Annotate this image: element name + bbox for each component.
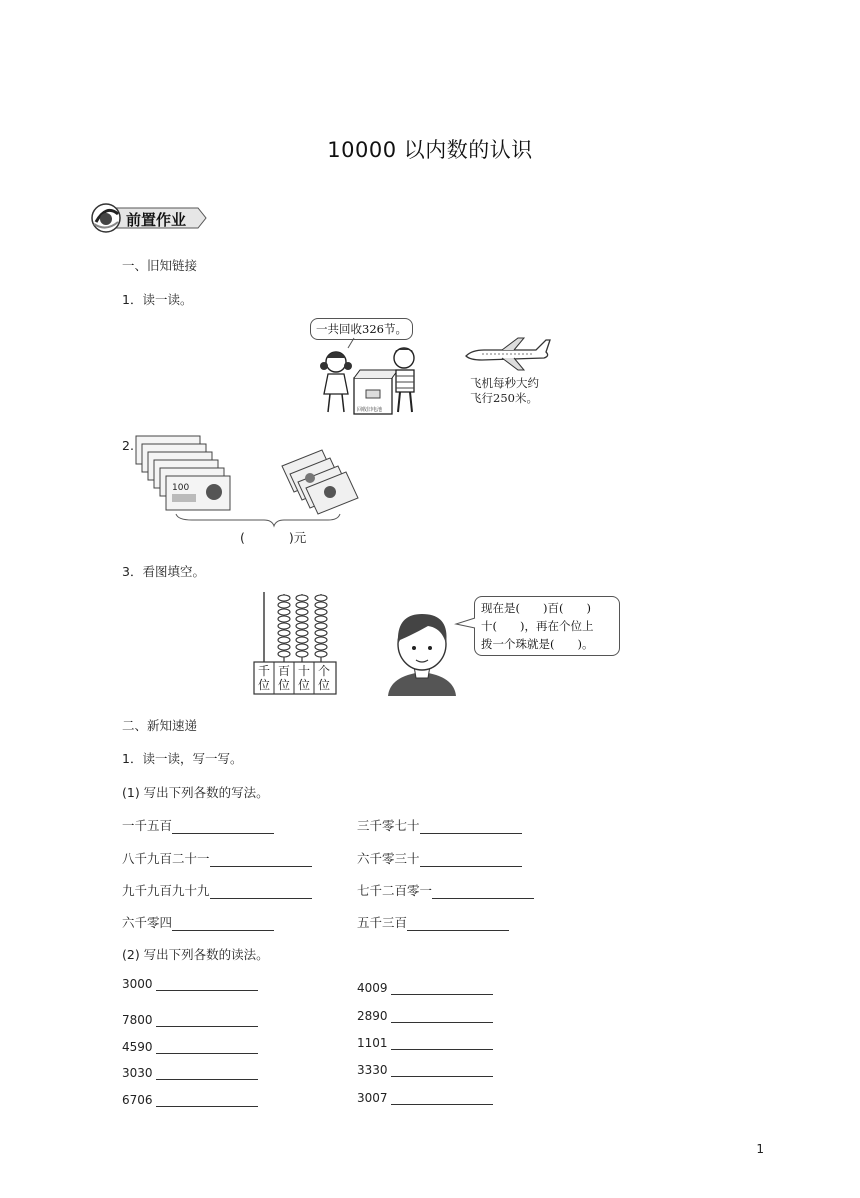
answer-blank[interactable] xyxy=(210,886,312,899)
read-item: 3030 xyxy=(122,1066,258,1080)
write-item: 八千九百二十一 xyxy=(122,849,312,867)
read-item: 2890 xyxy=(357,1009,493,1023)
banknotes-icon xyxy=(132,432,382,528)
plane-illustration xyxy=(462,336,554,416)
q2-answer-open: ( xyxy=(240,530,245,545)
speech-line-3: 拨一个珠就是( )。 xyxy=(481,637,594,651)
speech-line-1: 现在是( )百( ) xyxy=(481,601,591,615)
read-item: 3330 xyxy=(357,1063,493,1077)
answer-blank[interactable] xyxy=(172,918,274,931)
answer-blank[interactable] xyxy=(391,1010,493,1023)
place-hundreds: 百 位 xyxy=(277,664,290,692)
kids-recycling-illustration xyxy=(304,314,424,422)
page-number: 1 xyxy=(756,1142,764,1156)
answer-blank[interactable] xyxy=(156,1067,258,1080)
write-item: 六千零三十 xyxy=(357,849,522,867)
answer-blank[interactable] xyxy=(391,1064,493,1077)
write-item: 五千三百 xyxy=(357,913,509,931)
page-title: 10000 以内数的认识 xyxy=(327,138,533,162)
place-ones: 个 位 xyxy=(317,664,330,692)
read-item: 7800 xyxy=(122,1013,258,1027)
speech-bubble: 一共回收326节。 xyxy=(310,318,413,340)
read-item: 3007 xyxy=(357,1091,493,1105)
box-label: 回收旧电池 xyxy=(357,407,383,413)
q3-label: 3．看图填空。 xyxy=(122,564,205,579)
speech-line-2: 十( )，再在个位上 xyxy=(481,619,594,633)
part1-label: (1) 写出下列各数的写法。 xyxy=(122,785,269,800)
read-item: 4590 xyxy=(122,1040,258,1054)
answer-blank[interactable] xyxy=(391,982,493,995)
q1-label: 1．读一读。 xyxy=(122,292,193,307)
boy-speech-bubble xyxy=(474,596,620,656)
write-item: 六千零四 xyxy=(122,913,274,931)
read-item: 6706 xyxy=(122,1093,258,1107)
write-item: 一千五百 xyxy=(122,816,274,834)
svg-text:100: 100 xyxy=(172,483,190,493)
answer-blank[interactable] xyxy=(172,821,274,834)
answer-blank[interactable] xyxy=(156,1014,258,1027)
write-item: 七千二百零一 xyxy=(357,881,534,899)
write-item: 三千零七十 xyxy=(357,816,522,834)
answer-blank[interactable] xyxy=(391,1092,493,1105)
section1-heading: 一、旧知链接 xyxy=(122,258,198,273)
read-item: 3000 xyxy=(122,977,258,991)
answer-blank[interactable] xyxy=(210,854,312,867)
answer-blank[interactable] xyxy=(407,918,509,931)
plane-icon xyxy=(462,336,554,372)
answer-blank[interactable] xyxy=(156,1041,258,1054)
part2-label: (2) 写出下列各数的读法。 xyxy=(122,947,269,962)
plane-text-2: 飞行250米。 xyxy=(470,391,538,405)
boy-icon xyxy=(384,600,460,696)
answer-blank[interactable] xyxy=(156,978,258,991)
place-thousands: 千 位 xyxy=(257,664,270,692)
q2-answer xyxy=(240,528,306,546)
q2-answer-close: )元 xyxy=(288,530,307,545)
children-icon xyxy=(304,314,424,422)
speech-tail-icon xyxy=(454,616,476,630)
section2-q1-label: 1．读一读，写一写。 xyxy=(122,751,243,766)
badge-label: 前置作业 xyxy=(126,211,187,229)
plane-text-1: 飞机每秒大约 xyxy=(470,376,539,390)
abacus-place-labels xyxy=(254,664,336,694)
section2-heading: 二、新知速递 xyxy=(122,718,198,733)
answer-blank[interactable] xyxy=(420,821,522,834)
answer-blank[interactable] xyxy=(391,1037,493,1050)
q2-label: 2. xyxy=(122,438,134,453)
read-item: 4009 xyxy=(357,981,493,995)
prework-badge xyxy=(90,202,208,234)
answer-blank[interactable] xyxy=(156,1094,258,1107)
read-item: 1101 xyxy=(357,1036,493,1050)
answer-blank[interactable] xyxy=(420,854,522,867)
place-tens: 十 位 xyxy=(297,664,310,692)
write-item: 九千九百九十九 xyxy=(122,881,312,899)
answer-blank[interactable] xyxy=(432,886,534,899)
